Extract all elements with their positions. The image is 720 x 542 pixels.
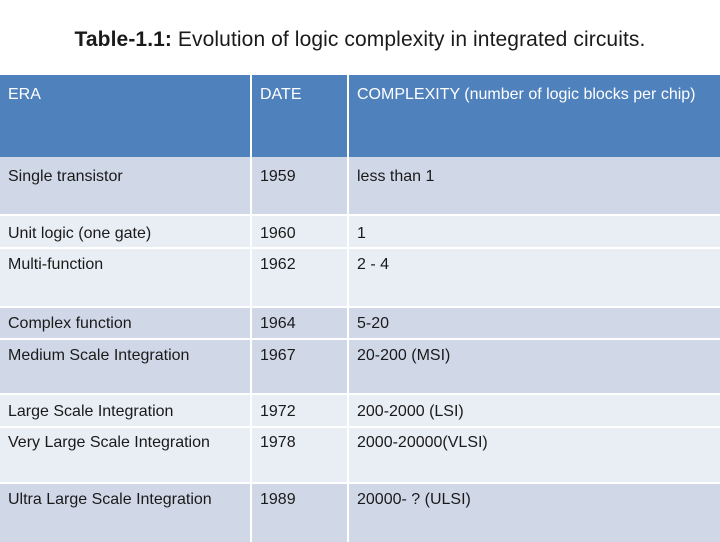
cell-era: Complex function [8,315,132,332]
cell-complexity: less than 1 [347,157,720,214]
logic-complexity-table [0,75,720,540]
header-era: ERA [8,86,41,103]
cell-era: Medium Scale Integration [8,347,190,364]
cell-complexity: 200-2000 (LSI) [347,395,720,428]
cell-era: Large Scale Integration [8,403,174,420]
table-row [0,214,720,249]
cell-era: Single transistor [8,168,123,185]
cell-complexity: 2 - 4 [347,249,720,308]
table-header-row [0,75,720,157]
table-row [0,393,720,428]
cell-date: 1964 [250,308,347,340]
table-row [0,157,720,214]
table-row [0,338,720,395]
cell-era: Multi-function [8,256,104,273]
cell-complexity: 1 [347,216,720,249]
table-row [0,482,720,542]
table-row [0,426,720,484]
cell-complexity: 5-20 [347,308,720,340]
cell-era: Unit logic (one gate) [8,225,152,242]
cell-complexity: 2000-20000(VLSI) [347,428,720,484]
cell-era: Very Large Scale Integration [8,434,210,451]
table-row [0,247,720,308]
cell-date: 1962 [250,249,347,308]
cell-date: 1978 [250,428,347,484]
header-date: DATE [250,75,347,157]
table-caption [0,28,720,52]
cell-era: Ultra Large Scale Integration [8,491,212,508]
cell-date: 1972 [250,395,347,428]
cell-date: 1967 [250,340,347,395]
cell-date: 1960 [250,216,347,249]
header-complexity: COMPLEXITY (number of logic blocks per chip) [347,75,720,157]
caption-prefix: Table-1.1: [74,28,172,51]
table-row [0,306,720,340]
cell-complexity: 20000- ? (ULSI) [347,484,720,542]
cell-date: 1989 [250,484,347,542]
cell-complexity: 20-200 (MSI) [347,340,720,395]
cell-date: 1959 [250,157,347,214]
caption-text: Evolution of logic complexity in integrated circuits. [172,28,646,51]
